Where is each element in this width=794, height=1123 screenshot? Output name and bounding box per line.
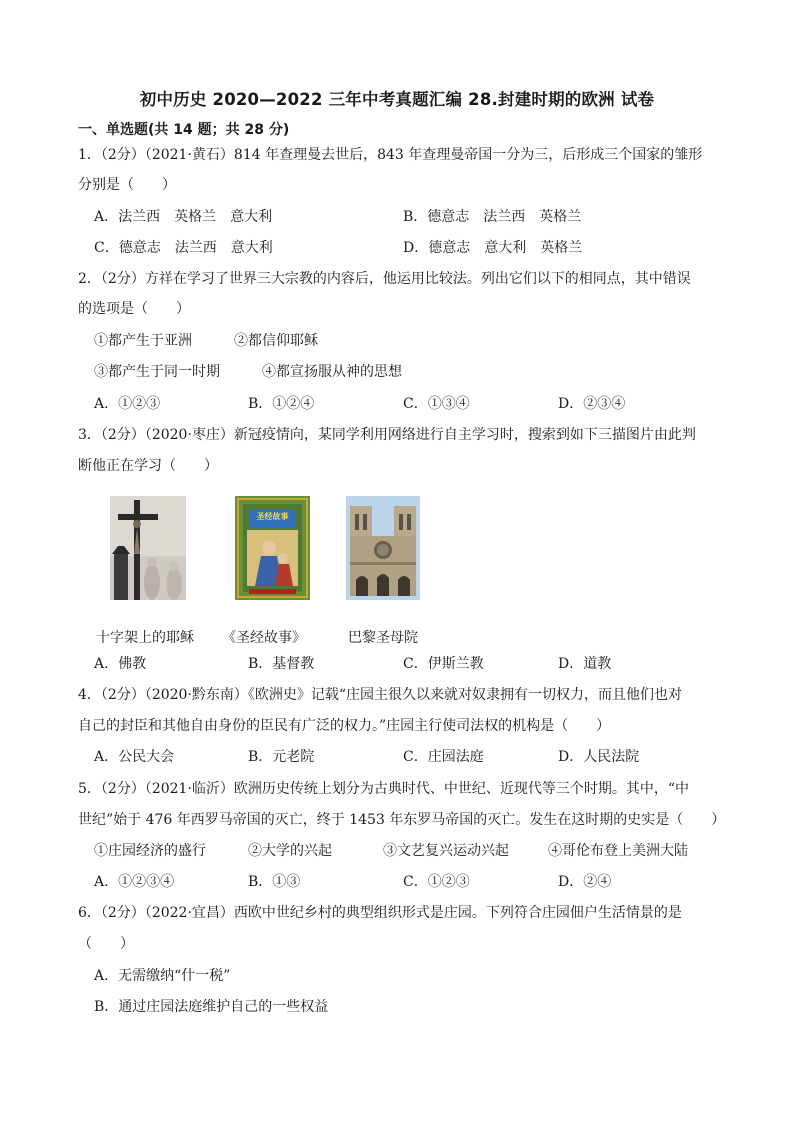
section-heading: 一、单选题(共 14 题；共 28 分) xyxy=(78,122,290,138)
question-2-option-c[interactable]: C．①③④ xyxy=(403,396,470,412)
question-3-option-c[interactable]: C．伊斯兰教 xyxy=(403,656,484,672)
question-1-option-a[interactable]: A．法兰西 英格兰 意大利 xyxy=(94,209,273,225)
question-3-stem-line1: 3．（2分）（2020·枣庄）新冠疫情向，某同学利用网络进行自主学习时，搜索到如下三描图片由此判 xyxy=(78,427,696,443)
question-5-option-b[interactable]: B．①③ xyxy=(248,874,301,890)
question-4-option-c[interactable]: C．庄园法庭 xyxy=(403,749,484,765)
question-5-item-3: ③文艺复兴运动兴起 xyxy=(383,843,509,859)
question-2-item-1: ①都产生于亚洲 xyxy=(94,333,192,349)
question-2-option-b[interactable]: B．①②④ xyxy=(248,396,315,412)
crucifix-image xyxy=(110,496,186,600)
bible-stories-book-image xyxy=(235,496,310,600)
question-6-stem-line2: （ ） xyxy=(78,936,134,952)
question-2-stem-line2: 的选项是（ ） xyxy=(78,301,190,317)
question-5-option-a[interactable]: A．①②③④ xyxy=(94,874,175,890)
question-3-option-d[interactable]: D．道教 xyxy=(558,656,612,672)
question-1-option-c[interactable]: C．德意志 法兰西 意大利 xyxy=(94,240,273,256)
book-cover-title: 圣经故事 xyxy=(256,512,289,521)
question-4-stem-line1: 4．（2分）（2020·黔东南）《欧洲史》记载“庄园主很久以来就对奴隶拥有一切权力，而且他们也对 xyxy=(78,687,683,703)
notre-dame-image xyxy=(346,496,420,600)
question-1-option-b[interactable]: B．德意志 法兰西 英格兰 xyxy=(403,209,582,225)
question-5-option-c[interactable]: C．①②③ xyxy=(403,874,470,890)
question-5-option-d[interactable]: D．②④ xyxy=(558,874,612,890)
question-5-stem-line1: 5．（2分）（2021·临沂）欧洲历史传统上划分为古典时代、中世纪、近现代等三个时期。其中，“中 xyxy=(78,781,690,797)
question-4-option-b[interactable]: B．元老院 xyxy=(248,749,315,765)
question-2-item-3: ③都产生于同一时期 xyxy=(94,364,220,380)
question-6-option-b[interactable]: B．通过庄园法庭维护自己的一些权益 xyxy=(94,999,329,1015)
question-5-stem-line2: 世纪”始于 476 年西罗马帝国的灭亡，终于 1453 年东罗马帝国的灭亡。发生在这时期的史实是（ ） xyxy=(78,812,726,828)
question-4-stem-line2: 自己的封臣和其他自由身份的臣民有广泛的权力。”庄园主行使司法权的机构是（ ） xyxy=(78,718,611,734)
caption-bible-stories: 《圣经故事》 xyxy=(222,630,306,646)
question-3-stem-line2: 断他正在学习（ ） xyxy=(78,458,218,474)
question-4-option-d[interactable]: D．人民法院 xyxy=(558,749,640,765)
question-2-item-4: ④都宣扬服从神的思想 xyxy=(262,364,402,380)
question-2-option-a[interactable]: A．①②③ xyxy=(94,396,161,412)
question-4-option-a[interactable]: A．公民大会 xyxy=(94,749,175,765)
question-1-option-d[interactable]: D．德意志 意大利 英格兰 xyxy=(403,240,583,256)
question-2-stem-line1: 2．（2分）方祥在学习了世界三大宗教的内容后，他运用比较法。列出它们以下的相同点，其中错误 xyxy=(78,271,691,287)
question-2-option-d[interactable]: D．②③④ xyxy=(558,396,626,412)
question-3-option-a[interactable]: A．佛教 xyxy=(94,656,147,672)
question-5-item-1: ①庄园经济的盛行 xyxy=(94,843,206,859)
question-5-item-2: ②大学的兴起 xyxy=(248,843,332,859)
question-1-stem-line2: 分别是（ ） xyxy=(78,177,176,193)
question-5-item-4: ④哥伦布登上美洲大陆 xyxy=(548,843,688,859)
question-6-option-a[interactable]: A．无需缴纳“什一税” xyxy=(94,968,231,984)
page-title: 初中历史 2020—2022 三年中考真题汇编 28.封建时期的欧洲 试卷 xyxy=(139,90,655,109)
question-6-stem-line1: 6．（2分）（2022·宜昌）西欧中世纪乡村的典型组织形式是庄园。下列符合庄园佃户生活情景的是 xyxy=(78,905,682,921)
question-1-stem-line1: 1．（2分）（2021·黄石）814 年查理曼去世后，843 年查理曼帝国一分为三，后形成三个国家的雏形 xyxy=(78,147,703,163)
question-2-item-2: ②都信仰耶稣 xyxy=(234,333,318,349)
caption-notre-dame: 巴黎圣母院 xyxy=(348,630,418,646)
caption-crucifix: 十字架上的耶稣 xyxy=(96,630,194,646)
question-3-option-b[interactable]: B．基督教 xyxy=(248,656,315,672)
